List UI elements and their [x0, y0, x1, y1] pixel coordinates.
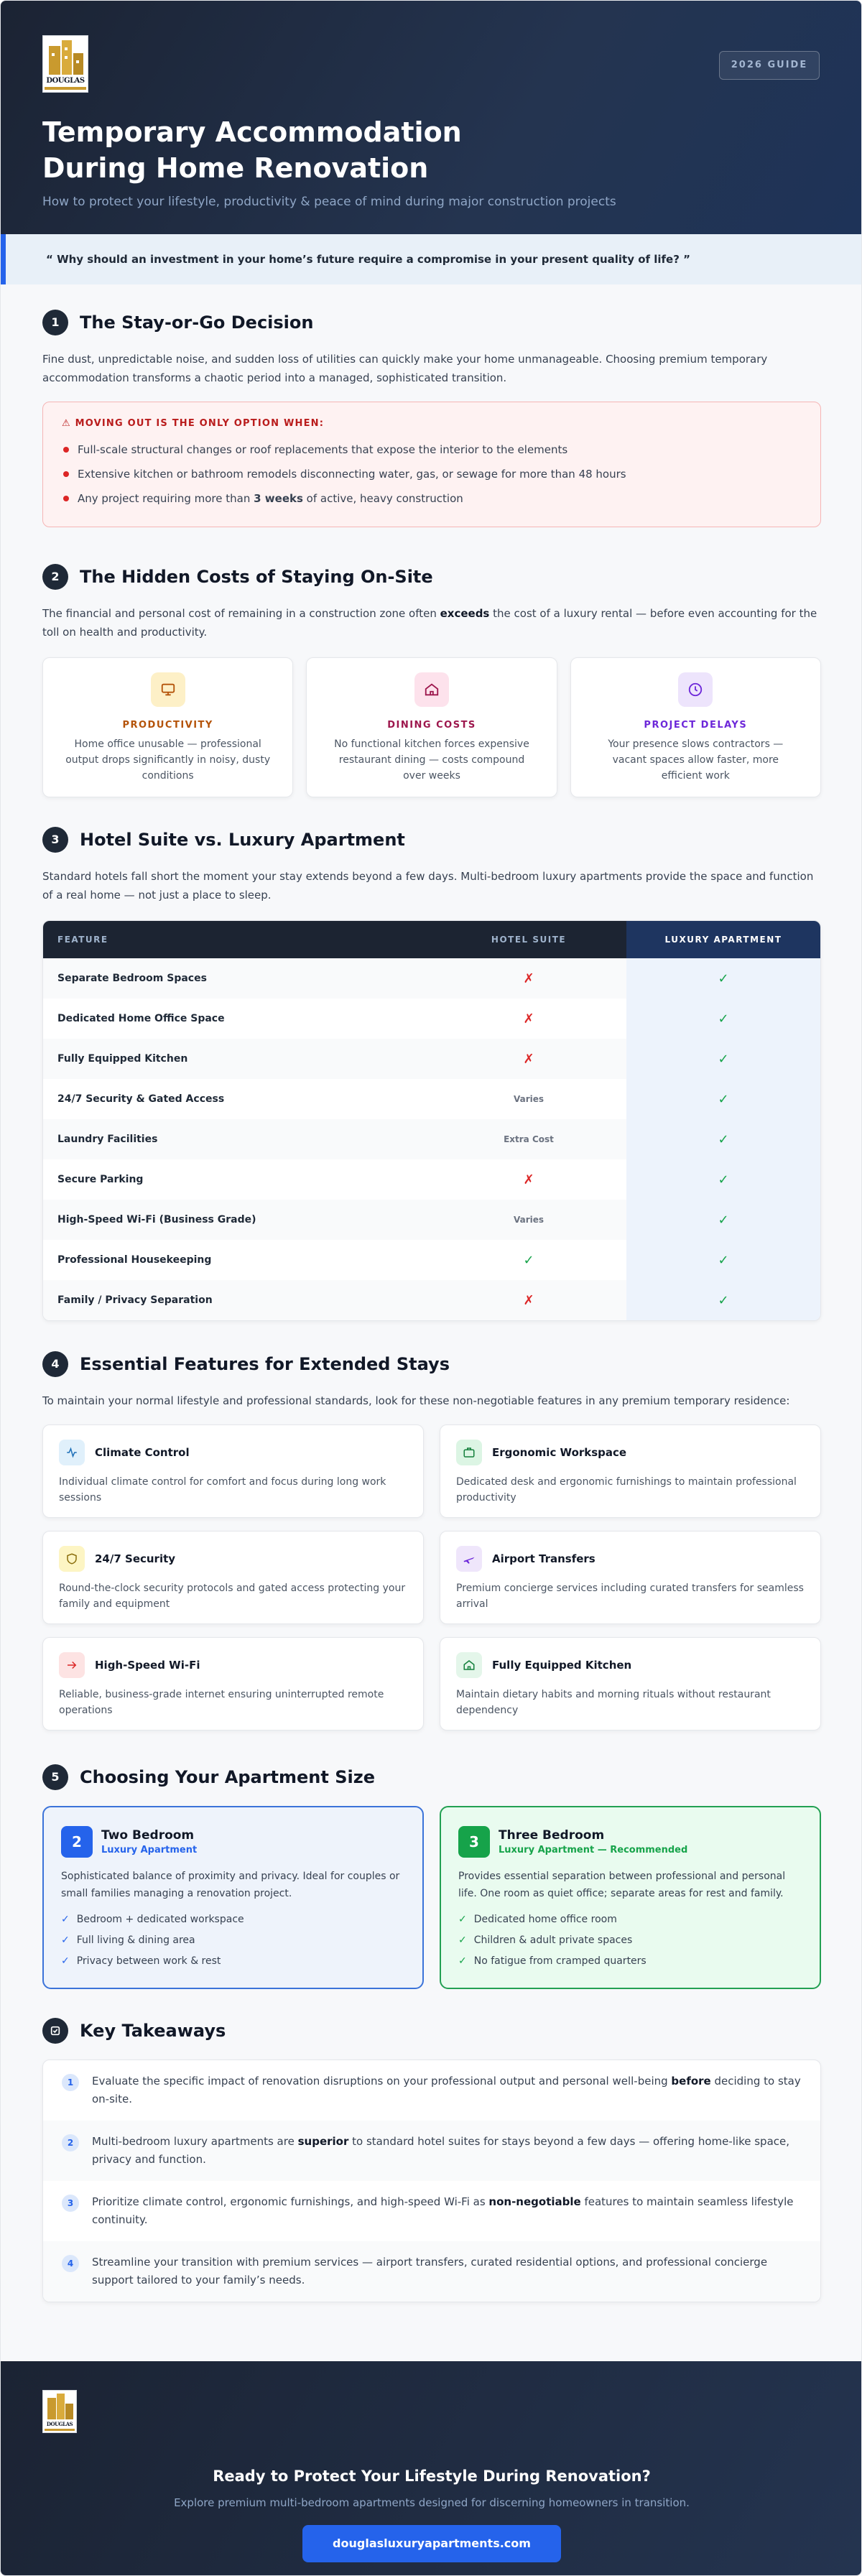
list-item: ✓ Dedicated home office room	[458, 1914, 617, 1925]
section-title: The Hidden Costs of Staying On-Site	[80, 567, 433, 587]
luxury-cell: ✓	[626, 1039, 820, 1079]
section-apartment-size	[42, 1764, 821, 1989]
cta-subtext: Explore premium multi-bedroom apartments designed for discerning homeowners in transition.	[174, 2496, 690, 2509]
section-number: 2	[42, 564, 68, 590]
feature-cell: Family / Privacy Separation	[43, 1280, 431, 1320]
comparison-table	[42, 920, 821, 1321]
section-number: 3	[42, 827, 68, 853]
check-icon: ✓	[458, 1935, 467, 1946]
section-key-takeaways	[42, 2018, 821, 2302]
table-row	[43, 1200, 820, 1240]
check-icon: ✓	[61, 1955, 70, 1967]
section-paragraph: To maintain your normal lifestyle and professional standards, look for these non-negotiable features in any premium temporary residence:	[42, 1394, 790, 1407]
hotel-cell: ✗	[431, 958, 626, 999]
section-hidden-costs	[42, 564, 821, 797]
page-title: Temporary Accommodation During Home Renovation	[42, 116, 462, 184]
feature-card: 24/7 Security Round-the-clock security protocols and gated access protecting your family and equipment	[42, 1531, 424, 1624]
luxury-cell: ✓	[626, 1079, 820, 1119]
list-item: ✓ Privacy between work & rest	[61, 1955, 221, 1967]
list-item: ✓ No fatigue from cramped quarters	[458, 1955, 646, 1967]
feature-cell: Secure Parking	[43, 1159, 431, 1200]
warning-title: ⚠ MOVING OUT IS THE ONLY OPTION WHEN:	[62, 418, 325, 429]
section-title: The Stay-or-Go Decision	[80, 312, 314, 333]
list-item: 3 Prioritize climate control, ergonomic furnishings, and high-speed Wi-Fi as non-negotiable features to maintain seamless lifestyle continuity.	[43, 2181, 820, 2241]
feature-card: High-Speed Wi-Fi Reliable, business-grade internet ensuring uninterrupted remote operations	[42, 1637, 424, 1731]
luxury-cell: ✓	[626, 958, 820, 999]
website-button[interactable]: douglasluxuryapartments.com	[302, 2525, 561, 2562]
hotel-cell: ✗	[431, 999, 626, 1039]
section-stay-or-go	[42, 310, 821, 527]
section-number: 4	[42, 1351, 68, 1377]
section-number: 5	[42, 1764, 68, 1790]
plane-icon	[456, 1546, 482, 1572]
takeaways-list	[42, 2060, 821, 2302]
table-row	[43, 1240, 820, 1280]
column-header-feature: FEATURE	[43, 921, 431, 958]
table-row	[43, 1079, 820, 1119]
luxury-cell: ✓	[626, 1240, 820, 1280]
check-icon: ✓	[458, 1914, 467, 1925]
home-icon	[414, 672, 449, 707]
key-question-quote: “ Why should an investment in your home’s future require a compromise in your present quality of life? ”	[1, 234, 861, 284]
feature-cell: Dedicated Home Office Space	[43, 999, 431, 1039]
warning-item: Full-scale structural changes or roof replacements that expose the interior to the elements	[62, 437, 802, 462]
table-row	[43, 1119, 820, 1159]
section-title: Hotel Suite vs. Luxury Apartment	[80, 830, 405, 850]
hotel-cell: ✓	[431, 1240, 626, 1280]
luxury-cell: ✓	[626, 1119, 820, 1159]
cost-card-dining: DINING COSTS No functional kitchen forces expensive restaurant dining — costs compound over weeks	[306, 657, 557, 797]
check-icon: ✓	[61, 1935, 70, 1946]
size-card-three-bedroom: 3 Three Bedroom Luxury Apartment — Recommended Provides essential separation between professional and personal life. One room as quiet office; separate areas for rest and family. ✓ Dedicated home office room ✓ Children & adult private spaces ✓ No fatigue from cramped quarters	[440, 1806, 821, 1989]
table-row	[43, 1039, 820, 1079]
shield-icon	[59, 1546, 85, 1572]
feature-cell: Laundry Facilities	[43, 1119, 431, 1159]
check-icon: ✓	[458, 1955, 467, 1967]
header	[1, 1, 861, 234]
cost-card-productivity: PRODUCTIVITY Home office unusable — professional output drops significantly in noisy, dusty conditions	[42, 657, 293, 797]
luxury-cell: ✓	[626, 1200, 820, 1240]
list-item: 1 Evaluate the specific impact of renovation disruptions on your professional output and personal well-being before deciding to stay on-site.	[43, 2060, 820, 2121]
hotel-cell: ✗	[431, 1039, 626, 1079]
warning-item: Any project requiring more than 3 weeks of active, heavy construction	[62, 486, 802, 511]
list-item: ✓ Children & adult private spaces	[458, 1935, 633, 1946]
feature-cell: 24/7 Security & Gated Access	[43, 1079, 431, 1119]
column-header-hotel: HOTEL SUITE	[431, 921, 626, 958]
hotel-cell: Extra Cost	[431, 1119, 626, 1159]
feature-cell: High-Speed Wi-Fi (Business Grade)	[43, 1200, 431, 1240]
luxury-cell: ✓	[626, 1159, 820, 1200]
section-title: Essential Features for Extended Stays	[80, 1354, 450, 1374]
brand-logo: DOUGLAS	[42, 35, 88, 93]
warning-item: Extensive kitchen or bathroom remodels disconnecting water, gas, or sewage for more than 48 hours	[62, 462, 802, 486]
pulse-icon	[59, 1440, 85, 1465]
feature-cell: Separate Bedroom Spaces	[43, 958, 431, 999]
section-paragraph: Fine dust, unpredictable noise, and sudden loss of utilities can quickly make your home unmanageable. Choosing premium temporary accommodation transforms a chaotic period into a managed, sophisticated transition.	[42, 353, 768, 384]
brand-logo: DOUGLAS	[42, 2390, 77, 2433]
hotel-cell: Varies	[431, 1079, 626, 1119]
list-item: ✓ Full living & dining area	[61, 1935, 195, 1946]
feature-cell: Fully Equipped Kitchen	[43, 1039, 431, 1079]
table-row	[43, 1280, 820, 1320]
section-title: Choosing Your Apartment Size	[80, 1767, 375, 1787]
feature-card: Fully Equipped Kitchen Maintain dietary habits and morning rituals without restaurant dependency	[440, 1637, 821, 1731]
check-icon: ✓	[61, 1914, 70, 1925]
footer	[1, 2361, 862, 2576]
briefcase-icon	[456, 1440, 482, 1465]
checklist-icon	[42, 2018, 68, 2044]
monitor-icon	[151, 672, 185, 707]
guide-year-badge: 2026 GUIDE	[719, 51, 820, 80]
feature-card: Ergonomic Workspace Dedicated desk and ergonomic furnishings to maintain professional productivity	[440, 1424, 821, 1518]
feature-card: Climate Control Individual climate control for comfort and focus during long work sessions	[42, 1424, 424, 1518]
section-essential-features	[42, 1351, 821, 1731]
section-hotel-vs-apartment	[42, 827, 821, 1321]
list-item: 2 Multi-bedroom luxury apartments are superior to standard hotel suites for stays beyond a few days — offering home-like space, privacy and function.	[43, 2121, 820, 2181]
hotel-cell: ✗	[431, 1280, 626, 1320]
warning-box	[42, 402, 821, 527]
list-item: 4 Streamline your transition with premium services — airport transfers, curated residential options, and professional concierge support tailored to your family’s needs.	[43, 2241, 820, 2302]
home-icon	[456, 1652, 482, 1678]
luxury-cell: ✓	[626, 999, 820, 1039]
cost-card-delays: PROJECT DELAYS Your presence slows contractors — vacant spaces allow faster, more efficient work	[570, 657, 821, 797]
feature-cell: Professional Housekeeping	[43, 1240, 431, 1280]
table-row	[43, 1159, 820, 1200]
arrow-right-icon	[59, 1652, 85, 1678]
section-number: 1	[42, 310, 68, 335]
section-paragraph: Standard hotels fall short the moment your stay extends beyond a few days. Multi-bedroom luxury apartments provide the space and function of a real home — not just a place to sleep.	[42, 870, 814, 902]
cta-heading: Ready to Protect Your Lifestyle During Renovation?	[213, 2468, 651, 2485]
table-row	[43, 999, 820, 1039]
luxury-cell: ✓	[626, 1280, 820, 1320]
clock-icon	[678, 672, 713, 707]
table-row	[43, 958, 820, 999]
page-subtitle: How to protect your lifestyle, productivity & peace of mind during major construction projects	[42, 195, 616, 209]
hotel-cell: ✗	[431, 1159, 626, 1200]
section-title: Key Takeaways	[80, 2021, 226, 2041]
section-paragraph: The financial and personal cost of remaining in a construction zone often exceeds the cost of a luxury rental — before even accounting for the toll on health and productivity.	[42, 607, 817, 639]
feature-card: Airport Transfers Premium concierge services including curated transfers for seamless arrival	[440, 1531, 821, 1624]
size-card-two-bedroom: 2 Two Bedroom Luxury Apartment Sophisticated balance of proximity and privacy. Ideal for couples or small families managing a renovation project. ✓ Bedroom + dedicated workspace ✓ Full living & dining area ✓ Privacy between work & rest	[42, 1806, 424, 1989]
hotel-cell: Varies	[431, 1200, 626, 1240]
column-header-luxury: LUXURY APARTMENT	[626, 921, 820, 958]
list-item: ✓ Bedroom + dedicated workspace	[61, 1914, 244, 1925]
